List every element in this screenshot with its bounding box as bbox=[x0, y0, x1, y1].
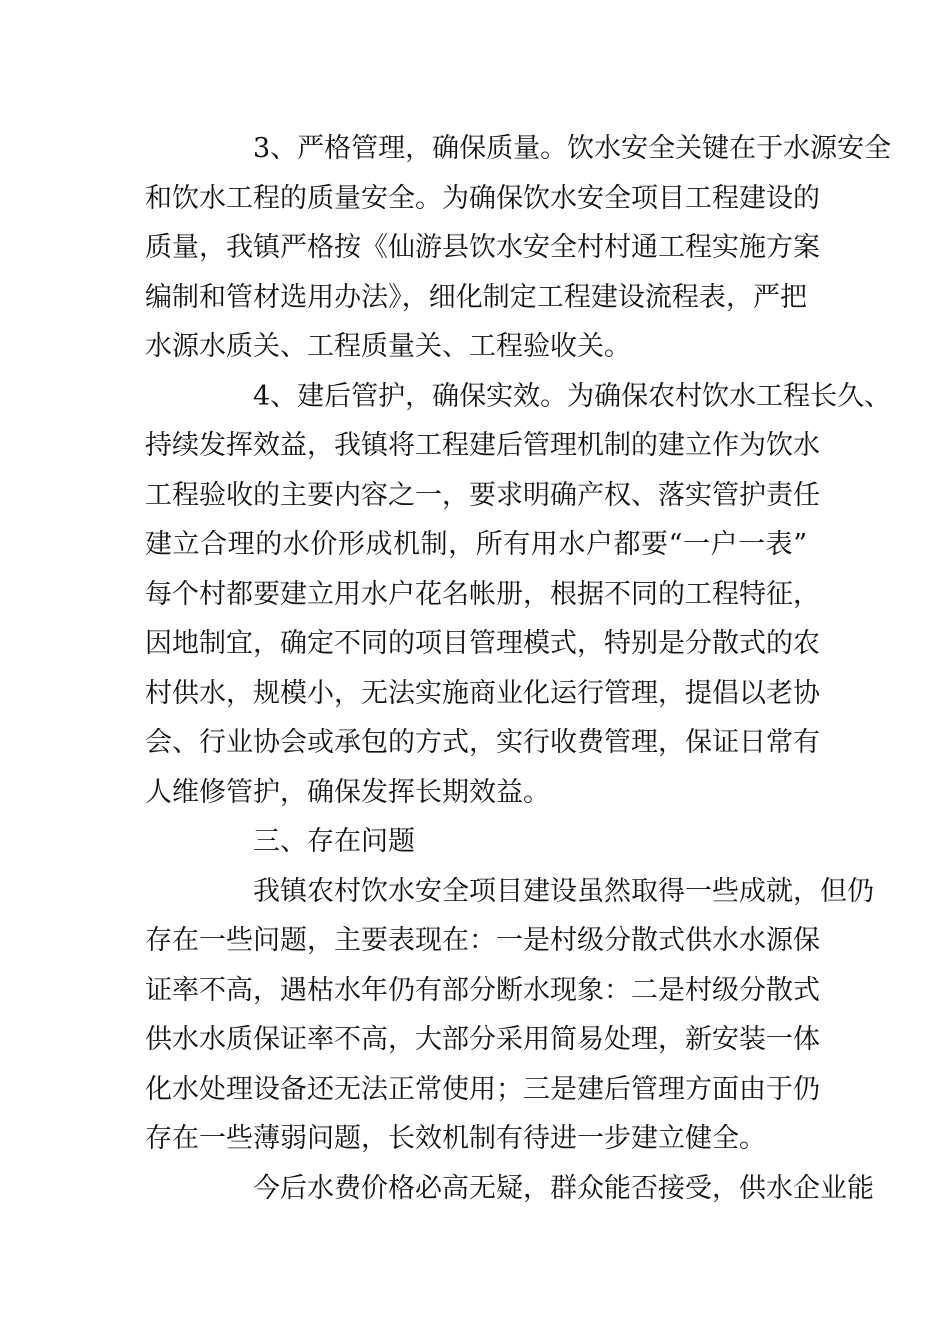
text-line: 化水处理设备还无法正常使用；三是建后管理方面由于仍 bbox=[145, 1073, 820, 1105]
text-line: 今后水费价格必高无疑，群众能否接受，供水企业能 bbox=[253, 1172, 874, 1204]
text-line: 每个村都要建立用水户花名帐册，根据不同的工程特征， bbox=[145, 578, 820, 610]
document-page bbox=[145, 124, 892, 1213]
text-line: 因地制宜，确定不同的项目管理模式，特别是分散式的农 bbox=[145, 628, 820, 659]
text-line: 3、严格管理，确保质量。饮水安全关键在于水源安全 bbox=[253, 133, 892, 164]
text-line: 建立合理的水价形成机制，所有用水户都要“一户一表” bbox=[145, 529, 807, 560]
paragraph-water-price bbox=[145, 1164, 874, 1214]
text-line: 人维修管护，确保发挥长期效益。 bbox=[145, 776, 550, 808]
text-line: 会、行业协会或承包的方式，实行收费管理，保证日常有 bbox=[145, 727, 820, 758]
section-heading-existing-problems bbox=[145, 817, 807, 867]
paragraph-quality-management bbox=[145, 124, 892, 372]
text-line: 存在一些问题，主要表现在：一是村级分散式供水水源保 bbox=[145, 925, 820, 956]
paragraph-problems bbox=[145, 867, 874, 1164]
paragraph-post-construction-maintenance bbox=[145, 372, 892, 818]
text-line: 4、建后管护，确保实效。为确保农村饮水工程长久、 bbox=[253, 380, 892, 412]
text-line: 水源水质关、工程质量关、工程验收关。 bbox=[145, 331, 631, 362]
text-line: 供水水质保证率不高，大部分采用简易处理，新安装一体 bbox=[145, 1024, 820, 1055]
text-line: 持续发挥效益，我镇将工程建后管理机制的建立作为饮水 bbox=[145, 430, 820, 461]
text-line: 证率不高，遇枯水年仍有部分断水现象：二是村级分散式 bbox=[145, 974, 820, 1006]
text-line: 质量，我镇严格按《仙游县饮水安全村村通工程实施方案 bbox=[145, 232, 820, 263]
text-line: 和饮水工程的质量安全。为确保饮水安全项目工程建设的 bbox=[145, 182, 820, 214]
text-line: 存在一些薄弱问题，长效机制有待进一步建立健全。 bbox=[145, 1123, 766, 1154]
text-line: 工程验收的主要内容之一，要求明确产权、落实管护责任 bbox=[145, 479, 820, 511]
text-line: 我镇农村饮水安全项目建设虽然取得一些成就，但仍 bbox=[253, 875, 874, 907]
section-heading: 三、存在问题 bbox=[253, 826, 415, 857]
text-line: 村供水，规模小，无法实施商业化运行管理，提倡以老协 bbox=[145, 677, 820, 709]
text-line: 编制和管材选用办法》，细化制定工程建设流程表，严把 bbox=[145, 281, 807, 313]
